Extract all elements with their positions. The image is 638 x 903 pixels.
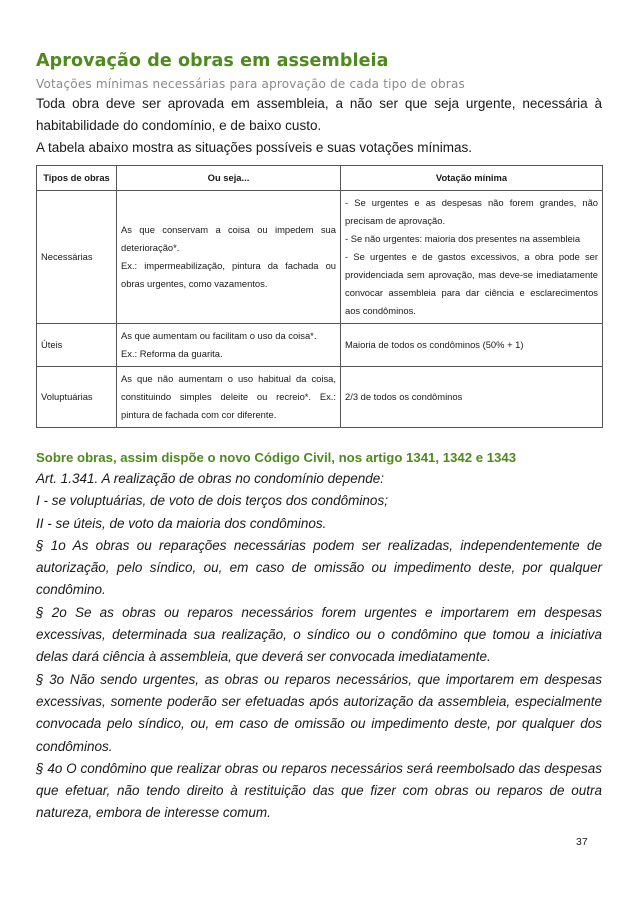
page-number: 37: [576, 836, 588, 848]
row-type: Necessárias: [37, 191, 117, 324]
row-vote-line: - Se urgentes e as despesas não forem grandes, não precisam de aprovação.: [345, 197, 598, 226]
table-row: [37, 191, 603, 324]
row-vote: [341, 367, 603, 428]
row-vote: [341, 191, 603, 324]
row-vote: [341, 324, 603, 367]
law-item: II - se úteis, de voto da maioria dos condôminos.: [36, 515, 327, 531]
page-title: Aprovação de obras em assembleia: [36, 51, 389, 71]
law-paragraph: § 3o Não sendo urgentes, as obras ou reparos necessários, que importarem em despesas excessivas, somente poderão ser efetuadas após autorização da assembleia, especialmente convocada pelo síndico, ou, em caso de omissão ou impedimento deste, por qualquer dos condôminos.: [36, 671, 602, 754]
row-description: [117, 191, 341, 324]
header-ou-seja: Ou seja...: [117, 166, 341, 191]
page-subtitle: Votações mínimas necessárias para aprovação de cada tipo de obras: [36, 77, 465, 91]
law-paragraph: § 2o Se as obras ou reparos necessários forem urgentes e importarem em despesas excessivas, determinada sua realização, o síndico ou o condômino que tomou a iniciativa delas dará ciência à assembleia, que deverá ser convocada imediatamente.: [36, 604, 602, 665]
row-description-line: As que não aumentam o uso habitual da coisa, constituindo simples deleite ou recreio*. Ex.: pintura de fachada com cor diferente.: [121, 373, 336, 420]
law-text: [36, 468, 602, 825]
row-description-line: Ex.: Reforma da guarita.: [121, 348, 223, 359]
table-row: [37, 324, 603, 367]
row-description-line: Ex.: impermeabilização, pintura da fachada ou obras urgentes, como vazamentos.: [121, 260, 336, 289]
law-paragraph: § 1o As obras ou reparações necessárias podem ser realizadas, independentemente de autorização, pelo síndico, ou, em caso de omissão ou impedimento deste, por qualquer condômino.: [36, 537, 602, 598]
table-row: [37, 367, 603, 428]
row-vote-line: Maioria de todos os condôminos (50% + 1): [345, 339, 524, 350]
intro-table-note: A tabela abaixo mostra as situações possíveis e suas votações mínimas.: [36, 140, 472, 155]
law-article: Art. 1.341. A realização de obras no condomínio depende:: [36, 471, 384, 486]
intro-paragraph: Toda obra deve ser aprovada em assembleia, a não ser que seja urgente, necessária à habitabilidade do condomínio, e de baixo custo.: [36, 96, 602, 133]
table-header-row: [37, 166, 603, 191]
row-description-line: As que conservam a coisa ou impedem sua deterioração*.: [121, 224, 336, 253]
document-page: [36, 50, 602, 825]
law-paragraph: § 4o O condômino que realizar obras ou reparos necessários será reembolsado das despesas que efetuar, não tendo direito à restituição das que fizer com obras ou reparos de outra natureza, embora de interesse comum.: [36, 760, 602, 821]
row-description-line: As que aumentam ou facilitam o uso da coisa*.: [121, 330, 317, 341]
votes-table: [36, 165, 603, 428]
row-type: Voluptuárias: [37, 367, 117, 428]
law-item: I - se voluptuárias, de voto de dois terços dos condôminos;: [36, 493, 388, 509]
header-tipos: Tipos de obras: [37, 166, 117, 191]
row-vote-line: - Se não urgentes: maioria dos presentes na assembleia: [345, 233, 581, 244]
row-vote-line: - Se urgentes e de gastos excessivos, a obra pode ser providenciada sem aprovação, mas deve-se imediatamente convocar assembleia para dar ciência e esclarecimentos aos condôminos.: [345, 251, 598, 316]
row-type: Úteis: [37, 324, 117, 367]
row-description: [117, 324, 341, 367]
section-heading: Sobre obras, assim dispõe o novo Código Civil, nos artigo 1341, 1342 e 1343: [36, 450, 517, 465]
header-votacao: Votação mínima: [341, 166, 603, 191]
row-description: [117, 367, 341, 428]
row-vote-line: 2/3 de todos os condôminos: [345, 391, 463, 402]
